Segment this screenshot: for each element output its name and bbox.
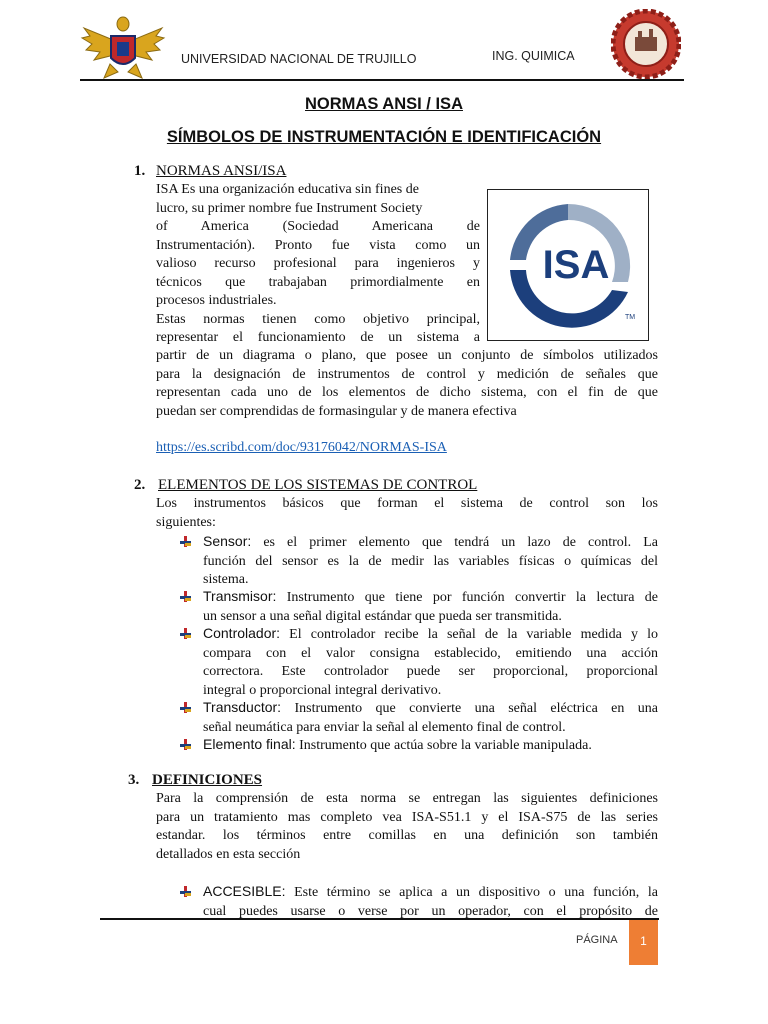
bullet-icon bbox=[180, 536, 191, 547]
page-subtitle: SÍMBOLOS DE INSTRUMENTACIÓN E IDENTIFICACIÓN bbox=[166, 128, 602, 146]
term-elemento-final: Elemento final: bbox=[203, 736, 296, 752]
header-university: UNIVERSIDAD NACIONAL DE TRUJILLO bbox=[181, 52, 417, 66]
term-transmisor: Transmisor: bbox=[203, 588, 277, 604]
text-line: Instrumento que tiene por función convertir la lectura de bbox=[276, 590, 658, 605]
text-line: ISA Es una organización educativa sin fines de bbox=[156, 182, 419, 197]
bullet-icon bbox=[180, 886, 191, 897]
text-line: partir de un diagrama o plano, que posee un conjunto de símbolos utilizados bbox=[156, 348, 658, 363]
list-item bbox=[180, 532, 658, 590]
term-accesible: ACCESIBLE: bbox=[203, 883, 286, 899]
text-line: compara con el valor consigna establecido, emitiendo una acción bbox=[203, 645, 658, 661]
section1-heading: NORMAS ANSI/ISA bbox=[156, 163, 287, 179]
section3-heading: DEFINICIONES bbox=[152, 772, 263, 788]
text-line: cual puedes usarse o verse por un operador, con el propósito de bbox=[203, 903, 658, 919]
isa-logo-text: ISA bbox=[542, 243, 610, 287]
header-divider bbox=[80, 79, 684, 81]
text-line: Este término se aplica a un dispositivo o una función, la bbox=[285, 885, 658, 900]
page-number-badge bbox=[629, 920, 658, 965]
text-line: técnicos que trabajaban primordialmente en bbox=[156, 274, 480, 290]
text-line: representan cada uno de los elementos de dicho sistema, con el fin de que bbox=[156, 385, 658, 400]
text-line: estandar. los términos entre comillas en una definición son también bbox=[156, 828, 658, 843]
section2-heading: ELEMENTOS DE LOS SISTEMAS DE CONTROL bbox=[158, 477, 478, 493]
text-line: Estas normas tienen como objetivo principal, bbox=[156, 311, 480, 327]
engineering-seal bbox=[611, 9, 681, 79]
list-item bbox=[180, 882, 658, 921]
page-number: 1 bbox=[640, 934, 647, 948]
text-line: Instrumentación). Pronto fue vista como un bbox=[156, 237, 480, 253]
bullet-icon bbox=[180, 739, 191, 750]
section1-full-text bbox=[156, 347, 658, 421]
text-line: señal neumática para enviar la señal al elemento final de control. bbox=[203, 719, 566, 735]
page-label: PÁGINA bbox=[576, 934, 618, 946]
isa-logo bbox=[487, 189, 649, 341]
text-line: Para la comprensión de esta norma se entregan las siguientes definiciones bbox=[156, 791, 658, 806]
bullet-icon bbox=[180, 702, 191, 713]
list-item bbox=[180, 587, 658, 626]
text-line: of America (Sociedad Americana de bbox=[156, 219, 480, 234]
scribd-link[interactable]: https://es.scribd.com/doc/93176042/NORMAS-ISA bbox=[156, 440, 447, 455]
term-controlador: Controlador: bbox=[203, 625, 281, 641]
text-line: procesos industriales. bbox=[156, 293, 277, 308]
list-item bbox=[180, 624, 658, 700]
text-line: siguientes: bbox=[156, 514, 216, 530]
term-transductor: Transductor: bbox=[203, 699, 282, 715]
text-line: sistema. bbox=[203, 572, 249, 587]
text-line: para la designación de instrumentos de control y medición de señales que bbox=[156, 366, 658, 382]
section2-number: 2. bbox=[134, 477, 146, 493]
text-line: integral o proporcional integral derivativo. bbox=[203, 682, 442, 698]
list-item bbox=[180, 698, 658, 737]
footer-divider bbox=[100, 918, 659, 920]
text-line: correctora. Este controlador puede ser proporcional, proporcional bbox=[203, 664, 658, 679]
text-line: un sensor a una señal digital estándar que pueda ser transmitida. bbox=[203, 608, 562, 624]
section3-number: 3. bbox=[128, 772, 140, 788]
text-line: función del sensor es la de medir las variables físicas o químicas del bbox=[203, 553, 658, 569]
text-line: Instrumento que convierte una señal eléctrica en una bbox=[281, 701, 658, 716]
section1-number: 1. bbox=[134, 163, 146, 179]
header-department: ING. QUIMICA bbox=[492, 49, 575, 63]
section3-intro bbox=[156, 790, 658, 864]
list-item bbox=[180, 735, 658, 756]
page-title: NORMAS ANSI / ISA bbox=[305, 95, 463, 113]
text-line: El controlador recibe la señal de la variable medida y lo bbox=[280, 627, 658, 642]
text-line: lucro, su primer nombre fue Instrument Society bbox=[156, 200, 423, 216]
text-line: representar el funcionamiento de un sistema a bbox=[156, 330, 480, 345]
section1-wrap-text bbox=[156, 181, 480, 348]
isa-logo-tm: TM bbox=[625, 314, 636, 321]
section2-intro bbox=[156, 495, 658, 532]
university-crest bbox=[80, 14, 166, 80]
text-line: Instrumento que actúa sobre la variable manipulada. bbox=[295, 738, 592, 753]
text-line: puedan ser comprendidas de formasingular y de manera efectiva bbox=[156, 403, 517, 419]
text-line: para un tratamiento mas completo vea ISA-S51.1 y el ISA-S75 de las series bbox=[156, 809, 658, 825]
text-line: es el primer elemento que tendrá un lazo de control. La bbox=[251, 535, 658, 550]
text-line: Los instrumentos básicos que forman el sistema de control son los bbox=[156, 496, 658, 511]
term-sensor: Sensor: bbox=[203, 533, 252, 549]
bullet-icon bbox=[180, 591, 191, 602]
bullet-icon bbox=[180, 628, 191, 639]
text-line: detallados en esta sección bbox=[156, 846, 301, 862]
text-line: valioso recurso profesional para ingenieros y bbox=[156, 256, 480, 271]
